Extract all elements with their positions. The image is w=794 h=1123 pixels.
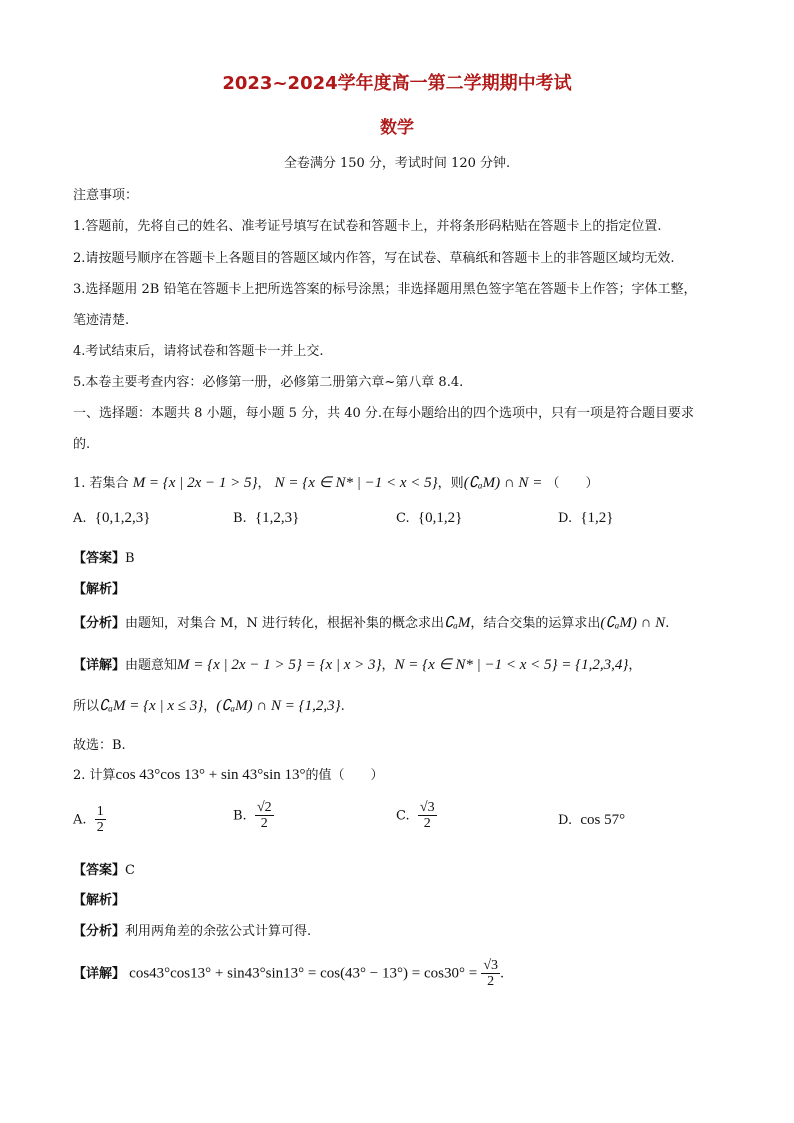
question-1-stem xyxy=(73,472,598,492)
q2-xiangjie-denominator: 2 xyxy=(487,974,495,990)
q2-stem-math: cos 43°cos 13° + sin 43°sin 13° xyxy=(115,767,306,783)
q1-answer-paren: （ ） xyxy=(546,476,599,491)
q1-xiangjie-sep: ， xyxy=(381,658,395,673)
q1-analysis-label: 【解析】 xyxy=(73,582,126,597)
q1-xiangjie xyxy=(73,654,641,674)
q2-option-b-label: B. xyxy=(233,808,247,824)
question-2-stem xyxy=(73,764,384,784)
q2-option-b-denominator: 2 xyxy=(260,816,268,832)
q2-xiangjie-end: . xyxy=(500,966,505,982)
q1-option-b xyxy=(233,510,299,527)
notes-heading: 注意事项： xyxy=(73,188,139,203)
q1-conclusion xyxy=(73,695,345,715)
note-item-2: 2.请按题号顺序在答题卡上各题目的答题区域内作答，写在试卷、草稿纸和答题卡上的非答题区域均无效. xyxy=(73,251,675,266)
q2-answer-value: C xyxy=(125,863,135,878)
q1-option-a-label: A. xyxy=(73,511,87,526)
q2-option-a-fraction xyxy=(95,804,106,836)
q2-analysis-label: 【解析】 xyxy=(73,893,126,908)
q2-option-a xyxy=(73,804,106,836)
q2-option-c-numerator: √3 xyxy=(419,800,435,815)
q1-option-b-label: B. xyxy=(233,511,247,526)
q2-fenxi-tag: 【分析】 xyxy=(73,924,126,939)
q1-option-a xyxy=(73,510,150,527)
q1-xiangjie-math-1: M = {x | 2x − 1 > 5} = {x | x > 3} xyxy=(177,657,382,673)
q1-fenxi-text-b: ，结合交集的运算求出 xyxy=(470,616,601,631)
note-item-3-cont: 笔迹清楚. xyxy=(73,313,130,328)
exam-info: 全卷满分 150 分，考试时间 120 分钟. xyxy=(283,156,511,171)
q2-xiangjie-fraction xyxy=(481,958,500,990)
q2-fenxi xyxy=(73,920,311,939)
q1-fenxi-math-1: ∁ₐM xyxy=(443,615,471,631)
q1-so-sep: ， xyxy=(203,699,217,714)
q1-option-d-value: {1,2} xyxy=(580,510,614,526)
q1-option-c xyxy=(396,510,462,527)
q2-option-a-denominator: 2 xyxy=(96,820,104,836)
q2-option-a-label: A. xyxy=(73,812,87,828)
q1-prefix: 1. 若集合 xyxy=(73,476,129,491)
q1-set-m: M = {x | 2x − 1 > 5} xyxy=(132,475,258,491)
q1-option-c-label: C. xyxy=(396,511,410,526)
q2-option-c-fraction xyxy=(418,800,437,832)
q1-so-math-1: ∁ₐM = {x | x ≤ 3} xyxy=(99,698,204,714)
q2-xiangjie-numerator: √3 xyxy=(483,958,499,973)
q1-fenxi-text-a: 由题知，对集合 M，N 进行转化，根据补集的概念求出 xyxy=(125,616,444,631)
q2-answer xyxy=(73,859,135,878)
q2-xiangjie-tag: 【详解】 xyxy=(73,966,126,982)
q2-option-b-fraction xyxy=(255,800,274,832)
section-heading-cont: 的. xyxy=(73,437,91,452)
q2-option-d xyxy=(558,812,625,829)
q1-answer xyxy=(73,547,135,566)
q1-xiangjie-text: 由题意知 xyxy=(125,658,178,673)
q2-stem-suffix: 的值（ ） xyxy=(305,768,384,783)
q2-option-b-numerator: √2 xyxy=(256,800,272,815)
q1-set-n: N = {x ∈ N* | −1 < x < 5} xyxy=(274,475,438,491)
q2-option-a-numerator: 1 xyxy=(96,804,104,819)
note-item-1: 1.答题前，先将自己的姓名、准考证号填写在试卷和答题卡上，并将条形码粘贴在答题卡上的指定位置. xyxy=(73,219,662,234)
q1-ask: ，则 xyxy=(437,476,464,491)
q1-choose: 故选：B. xyxy=(73,738,126,753)
q1-so-math-2: (∁ₐM) ∩ N = {1,2,3} xyxy=(216,698,341,714)
page-title: 2023~2024学年度高一第二学期期中考试 xyxy=(222,73,572,94)
q2-option-c-label: C. xyxy=(396,808,410,824)
q2-option-b xyxy=(233,800,274,832)
q1-xiangjie-tag: 【详解】 xyxy=(73,658,126,673)
q2-option-d-label: D. xyxy=(558,813,573,828)
q1-option-c-value: {0,1,2} xyxy=(417,510,463,526)
q1-sep: ， xyxy=(257,476,271,491)
q2-xiangjie-math: cos43°cos13° + sin43°sin13° = cos(43° − 13°) = cos30° = xyxy=(129,965,478,982)
q1-option-d xyxy=(558,510,614,527)
q1-option-a-value: {0,1,2,3} xyxy=(94,510,151,526)
note-item-3: 3.选择题用 2B 铅笔在答题卡上把所选答案的标号涂黑；非选择题用黑色签字笔在答题卡上作答；字体工整， xyxy=(73,282,697,297)
q2-option-d-value: cos 57° xyxy=(580,812,626,828)
q1-answer-value: B xyxy=(125,551,135,566)
q1-so-end: . xyxy=(340,699,345,714)
q1-analysis-tag xyxy=(73,578,125,597)
q1-fenxi-end: . xyxy=(665,616,670,631)
note-item-4: 4.考试结束后，请将试卷和答题卡一并上交. xyxy=(73,344,324,359)
q2-analysis-tag xyxy=(73,889,125,908)
q2-stem-prefix: 2. 计算 xyxy=(73,768,116,783)
q1-fenxi-tag: 【分析】 xyxy=(73,616,126,631)
q2-answer-tag: 【答案】 xyxy=(73,863,126,878)
subject-title: 数学 xyxy=(380,118,414,138)
q1-expression: (∁ₐM) ∩ N = xyxy=(463,475,543,491)
q1-so-text: 所以 xyxy=(73,699,100,714)
q2-xiangjie xyxy=(73,958,504,990)
q2-option-c xyxy=(396,800,437,832)
q2-option-c-denominator: 2 xyxy=(423,816,431,832)
q1-fenxi xyxy=(73,612,669,632)
section-heading: 一、选择题：本题共 8 小题，每小题 5 分，共 40 分.在每小题给出的四个选项中，只有一项是符合题目要求 xyxy=(73,406,695,421)
note-item-5: 5.本卷主要考查内容：必修第一册，必修第二册第六章~第八章 8.4. xyxy=(73,375,464,390)
q1-fenxi-math-2: (∁ₐM) ∩ N xyxy=(600,615,666,631)
q1-xiangjie-math-2: N = {x ∈ N* | −1 < x < 5} = {1,2,3,4} xyxy=(394,657,629,673)
q2-fenxi-text: 利用两角差的余弦公式计算可得. xyxy=(125,924,312,939)
q1-option-d-label: D. xyxy=(558,511,573,526)
q1-answer-tag: 【答案】 xyxy=(73,551,126,566)
q1-xiangjie-end: ， xyxy=(628,658,642,673)
q1-option-b-value: {1,2,3} xyxy=(254,510,300,526)
